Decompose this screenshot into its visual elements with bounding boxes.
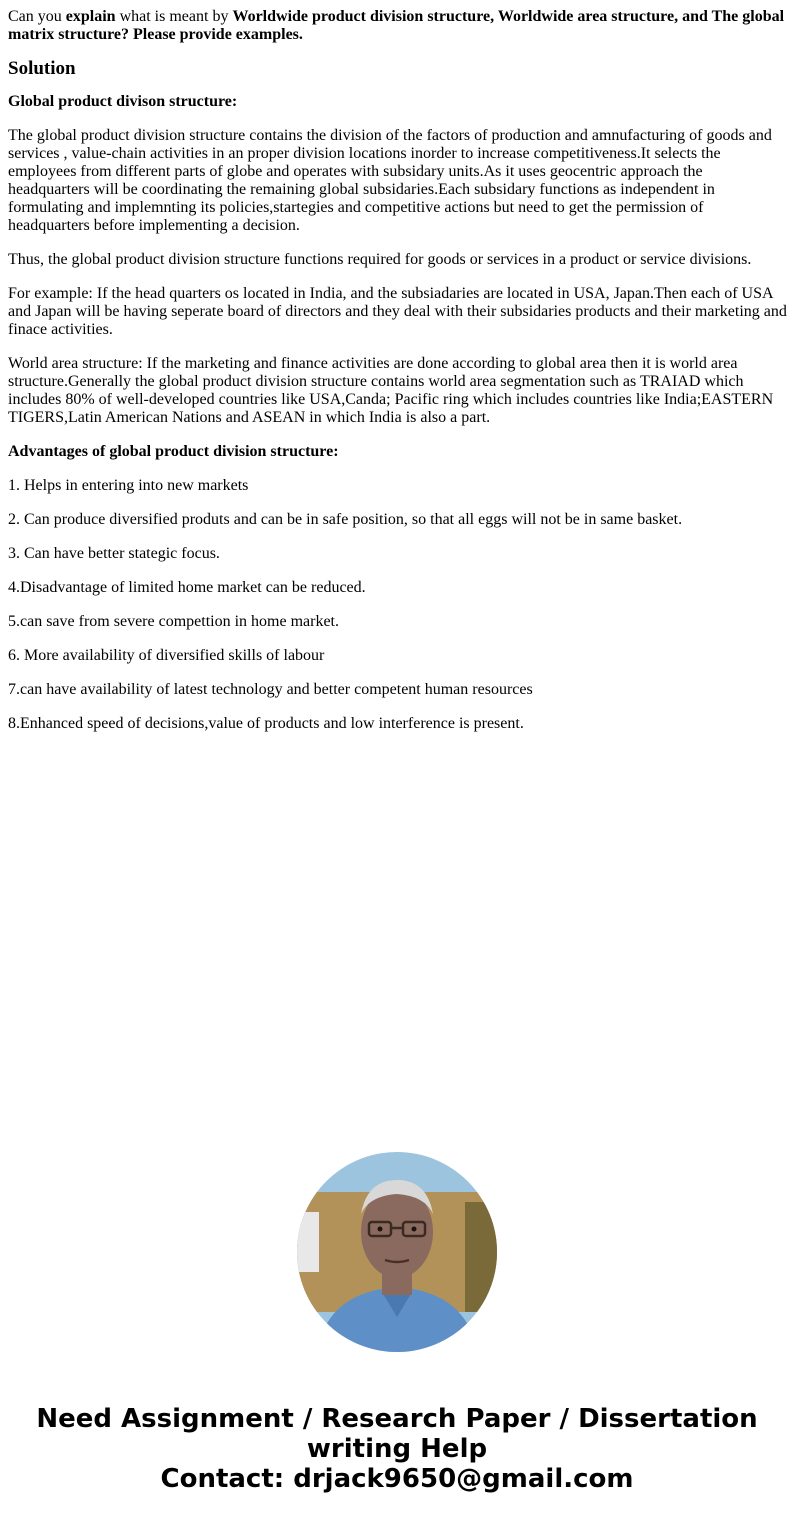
solution-heading: Solution [8,58,76,79]
advantage-item: 8.Enhanced speed of decisions,value of products and low interference is present. [8,715,524,732]
cta-line: writing Help [306,1434,488,1464]
advantages-heading: Advantages of global product division structure: [8,443,339,460]
cta-line: Need Assignment / Research Paper / Dissertation [36,1404,758,1434]
cta-contact-line: Contact: drjack9650@gmail.com [160,1464,634,1494]
question-bold-explain: explain [65,8,116,25]
avatar [297,1152,497,1352]
advantage-item: 3. Can have better stategic focus. [8,545,220,562]
question-prefix: Can you [8,8,66,25]
advantage-item: 1. Helps in entering into new markets [8,477,249,494]
advantage-item: 2. Can produce diversified produts and can be in safe position, so that all eggs will not be in same basket. [8,511,683,528]
document-body [8,8,788,749]
advantage-item: 4.Disadvantage of limited home market can be reduced. [8,579,366,596]
portrait-image [297,1152,497,1352]
advantage-item: 5.can save from severe compettion in home market. [8,613,339,630]
advantage-item: 7.can have availability of latest technology and better competent human resources [8,681,533,698]
question-text [8,8,788,44]
question-bold-topic: Worldwide product division structure, Worldwide area structure, and The global matrix structure? Please provide examples. [8,8,785,43]
paragraph: World area structure: If the marketing and finance activities are done according to global area then it is world area structure.Generally the global product division structure contains world area segmentation such as TRAIAD which includes 80% of well-developed countries like USA,Canda; Pacific ring which includes countries like India;EASTERN TIGERS,Latin American Nations and ASEAN in which India is also a part. [8,355,774,426]
advantage-item: 6. More availability of diversified skills of labour [8,647,325,664]
paragraph: The global product division structure contains the division of the factors of production and amnufacturing of goods and services , value-chain activities in an proper division locations inorder to increase competitiveness.It selects the employees from different parts of globe and operates with subsidary units.As it uses geocentric approach the headquarters will be coordinating the remaining global subsidaries.Each subsidary functions as independent in formulating and implemnting its policies,startegies and competitive actions but need to get the permission of headquarters before implementing a decision. [8,127,772,234]
section-heading: Global product divison structure: [8,93,238,110]
question-middle: what is meant by [115,8,233,25]
paragraph: For example: If the head quarters os located in India, and the subsiadaries are located in USA, Japan.Then each of USA and Japan will be having seperate board of directors and they deal with their subsidaries products and their marketing and finace activities. [8,285,787,338]
paragraph: Thus, the global product division structure functions required for goods or services in a product or service divisions. [8,251,752,268]
contact-banner [0,1404,794,1494]
